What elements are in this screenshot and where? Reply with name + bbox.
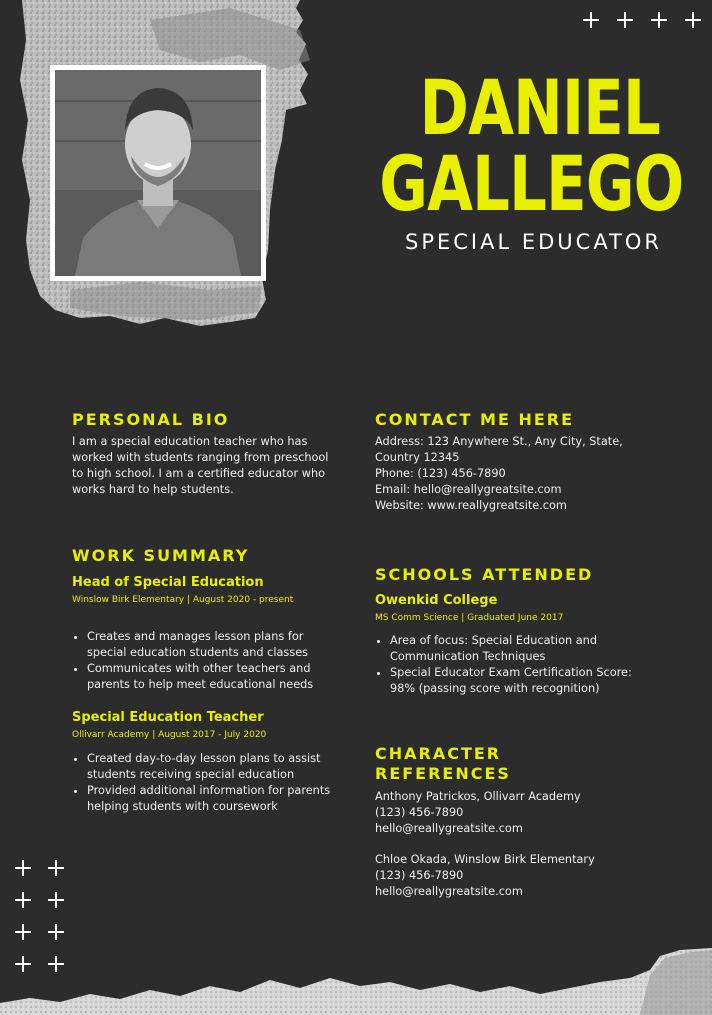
- reference-1: [375, 789, 581, 837]
- bullet-line: Communication Techniques: [390, 650, 546, 663]
- bullet-line: • Area of focus: Special Education and: [390, 634, 597, 647]
- school-meta: MS Comm Science | Graduated June 2017: [375, 613, 564, 623]
- bullet-line: 98% (passing score with recognition): [390, 682, 600, 695]
- reference-2: [375, 852, 595, 900]
- bullet-line: special education students and classes: [87, 646, 309, 659]
- personal-bio-heading: PERSONAL BIO: [72, 410, 230, 429]
- reference-name: Anthony Patrickos, Ollivarr Academy: [375, 790, 581, 803]
- job-meta: Winslow Birk Elementary | August 2020 - present: [72, 595, 294, 605]
- list-item: [87, 661, 313, 693]
- reference-name: Chloe Okada, Winslow Birk Elementary: [375, 853, 595, 866]
- references-heading-line: REFERENCES: [375, 764, 511, 783]
- name-line-2: GALLEGO: [379, 139, 684, 228]
- school-bullets: [375, 633, 632, 697]
- list-item: [87, 751, 330, 783]
- bullet-line: • Special Educator Exam Certification Score:: [390, 666, 632, 679]
- reference-email: hello@reallygreatsite.com: [375, 885, 523, 898]
- list-item: [87, 783, 330, 815]
- profile-photo: [50, 65, 266, 281]
- bio-line: works hard to help students.: [72, 483, 234, 496]
- reference-email: hello@reallygreatsite.com: [375, 822, 523, 835]
- name-line-1: DANIEL: [419, 63, 660, 152]
- bullet-line: helping students with coursework: [87, 800, 278, 813]
- bio-line: worked with students ranging from preschool: [72, 451, 329, 464]
- job-title: Special Education Teacher: [72, 710, 264, 725]
- list-item: [87, 629, 313, 661]
- bullet-line: students receiving special education: [87, 768, 295, 781]
- references-heading-line: CHARACTER: [375, 744, 502, 763]
- contact-heading: CONTACT ME HERE: [375, 410, 575, 429]
- portrait-icon: [55, 70, 261, 276]
- bio-line: I am a special education teacher who has: [72, 435, 308, 448]
- bullet-line: parents to help meet educational needs: [87, 678, 314, 691]
- job-bullets: [72, 629, 313, 693]
- bullet-line: • Creates and manages lesson plans for: [87, 630, 304, 643]
- job-title: Head of Special Education: [72, 575, 264, 590]
- job-bullets: [72, 751, 330, 815]
- bio-line: to high school. I am a certified educator who: [72, 467, 326, 480]
- schools-heading: SCHOOLS ATTENDED: [375, 565, 594, 584]
- contact-email: Email: hello@reallygreatsite.com: [375, 483, 562, 496]
- bullet-line: • Communicates with other teachers and: [87, 662, 311, 675]
- work-summary-heading: WORK SUMMARY: [72, 546, 250, 565]
- contact-details: [375, 434, 623, 514]
- list-item: [390, 633, 632, 665]
- contact-address-2: Country 12345: [375, 451, 460, 464]
- bullet-line: • Provided additional information for parents: [87, 784, 331, 797]
- job-meta: Ollivarr Academy | August 2017 - July 2020: [72, 730, 267, 740]
- contact-address: Address: 123 Anywhere St., Any City, State,: [375, 435, 623, 448]
- references-heading: [375, 744, 511, 784]
- bullet-line: • Created day-to-day lesson plans to assist: [87, 752, 321, 765]
- job-role: SPECIAL EDUCATOR: [404, 230, 662, 254]
- person-name: [379, 63, 684, 228]
- contact-website: Website: www.reallygreatsite.com: [375, 499, 567, 512]
- personal-bio-text: [72, 434, 328, 498]
- list-item: [390, 665, 632, 697]
- school-name: Owenkid College: [375, 593, 498, 608]
- contact-phone: Phone: (123) 456-7890: [375, 467, 506, 480]
- reference-phone: (123) 456-7890: [375, 806, 464, 819]
- reference-phone: (123) 456-7890: [375, 869, 464, 882]
